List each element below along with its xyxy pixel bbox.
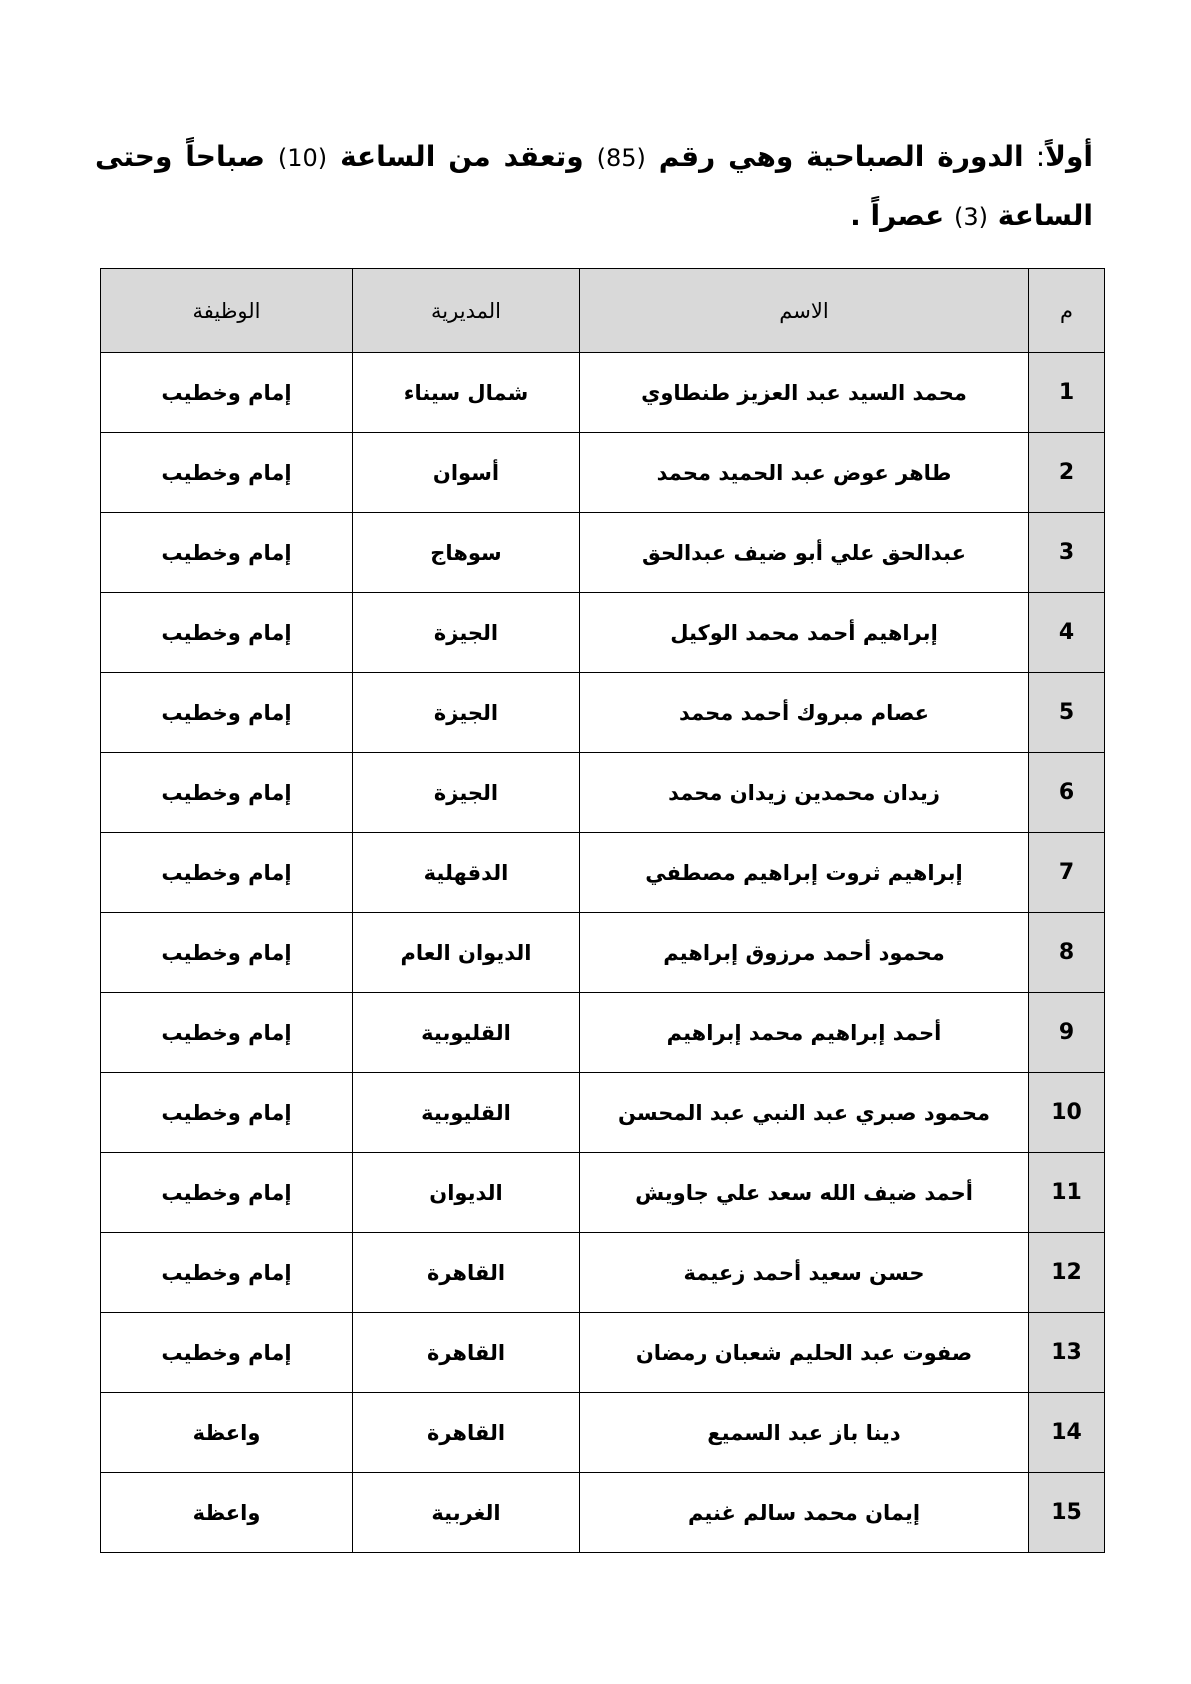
header-index: م bbox=[1029, 269, 1105, 353]
header-job: الوظيفة bbox=[101, 269, 353, 353]
table-row bbox=[101, 1073, 1105, 1153]
cell-index: 10 bbox=[1029, 1073, 1105, 1153]
cell-directorate: شمال سيناء bbox=[353, 353, 580, 433]
heading-part1: الدورة الصباحية وهي رقم bbox=[658, 140, 1024, 173]
cell-job: إمام وخطيب bbox=[101, 1313, 353, 1393]
cell-name: عبدالحق علي أبو ضيف عبدالحق bbox=[580, 513, 1029, 593]
cell-directorate: الجيزة bbox=[353, 753, 580, 833]
cell-index: 2 bbox=[1029, 433, 1105, 513]
heading-part4: عصراً . bbox=[850, 199, 945, 232]
cell-job: واعظة bbox=[101, 1473, 353, 1553]
cell-index: 13 bbox=[1029, 1313, 1105, 1393]
table-body bbox=[101, 353, 1105, 1553]
table-row bbox=[101, 753, 1105, 833]
cell-directorate: القليوبية bbox=[353, 993, 580, 1073]
table-row bbox=[101, 513, 1105, 593]
cell-job: إمام وخطيب bbox=[101, 1073, 353, 1153]
table-row bbox=[101, 833, 1105, 913]
cell-index: 11 bbox=[1029, 1153, 1105, 1233]
participants-table bbox=[100, 268, 1105, 1553]
table-row bbox=[101, 433, 1105, 513]
cell-name: حسن سعيد أحمد زعيمة bbox=[580, 1233, 1029, 1313]
table-row bbox=[101, 913, 1105, 993]
header-directorate: المديرية bbox=[353, 269, 580, 353]
cell-index: 4 bbox=[1029, 593, 1105, 673]
cell-index: 3 bbox=[1029, 513, 1105, 593]
cell-index: 7 bbox=[1029, 833, 1105, 913]
table-row bbox=[101, 1153, 1105, 1233]
cell-directorate: القليوبية bbox=[353, 1073, 580, 1153]
cell-job: إمام وخطيب bbox=[101, 513, 353, 593]
cell-index: 12 bbox=[1029, 1233, 1105, 1313]
cell-job: إمام وخطيب bbox=[101, 1153, 353, 1233]
cell-directorate: الديوان bbox=[353, 1153, 580, 1233]
cell-directorate: القاهرة bbox=[353, 1393, 580, 1473]
cell-job: إمام وخطيب bbox=[101, 753, 353, 833]
table-row bbox=[101, 1473, 1105, 1553]
heading-label: أولاً bbox=[1045, 140, 1093, 173]
cell-name: إبراهيم أحمد محمد الوكيل bbox=[580, 593, 1029, 673]
cell-directorate: الغربية bbox=[353, 1473, 580, 1553]
cell-directorate: الجيزة bbox=[353, 673, 580, 753]
cell-index: 8 bbox=[1029, 913, 1105, 993]
cell-name: عصام مبروك أحمد محمد bbox=[580, 673, 1029, 753]
cell-job: إمام وخطيب bbox=[101, 993, 353, 1073]
cell-name: محمد السيد عبد العزيز طنطاوي bbox=[580, 353, 1029, 433]
cell-job: إمام وخطيب bbox=[101, 593, 353, 673]
cell-name: محمود أحمد مرزوق إبراهيم bbox=[580, 913, 1029, 993]
table-row bbox=[101, 353, 1105, 433]
cell-name: زيدان محمدين زيدان محمد bbox=[580, 753, 1029, 833]
cell-job: إمام وخطيب bbox=[101, 913, 353, 993]
cell-directorate: الجيزة bbox=[353, 593, 580, 673]
cell-job: إمام وخطيب bbox=[101, 673, 353, 753]
table-row bbox=[101, 593, 1105, 673]
cell-directorate: أسوان bbox=[353, 433, 580, 513]
cell-index: 5 bbox=[1029, 673, 1105, 753]
cell-directorate: القاهرة bbox=[353, 1313, 580, 1393]
table-row bbox=[101, 1313, 1105, 1393]
end-hour: (3) bbox=[953, 203, 989, 231]
cell-job: إمام وخطيب bbox=[101, 1233, 353, 1313]
table-row bbox=[101, 673, 1105, 753]
cell-directorate: سوهاج bbox=[353, 513, 580, 593]
cell-index: 9 bbox=[1029, 993, 1105, 1073]
course-number: (85) bbox=[596, 144, 646, 172]
heading-part2: وتعقد من الساعة bbox=[340, 140, 584, 173]
cell-index: 15 bbox=[1029, 1473, 1105, 1553]
cell-index: 1 bbox=[1029, 353, 1105, 433]
heading-part3: صباحاً وحتى الساعة bbox=[95, 140, 1093, 232]
table-row bbox=[101, 1393, 1105, 1473]
cell-job: واعظة bbox=[101, 1393, 353, 1473]
cell-name: أحمد ضيف الله سعد علي جاويش bbox=[580, 1153, 1029, 1233]
start-hour: (10) bbox=[277, 144, 328, 172]
cell-name: صفوت عبد الحليم شعبان رمضان bbox=[580, 1313, 1029, 1393]
cell-name: إبراهيم ثروت إبراهيم مصطفي bbox=[580, 833, 1029, 913]
cell-directorate: الديوان العام bbox=[353, 913, 580, 993]
cell-name: محمود صبري عبد النبي عبد المحسن bbox=[580, 1073, 1029, 1153]
header-name: الاسم bbox=[580, 269, 1029, 353]
table-header-row bbox=[101, 269, 1105, 353]
cell-job: إمام وخطيب bbox=[101, 433, 353, 513]
section-heading: أولاً: الدورة الصباحية وهي رقم (85) وتعقد من الساعة (10) صباحاً وحتى الساعة (3) عصراً . bbox=[95, 140, 1093, 232]
cell-job: إمام وخطيب bbox=[101, 833, 353, 913]
cell-directorate: القاهرة bbox=[353, 1233, 580, 1313]
cell-name: دينا باز عبد السميع bbox=[580, 1393, 1029, 1473]
table-row bbox=[101, 1233, 1105, 1313]
cell-name: أحمد إبراهيم محمد إبراهيم bbox=[580, 993, 1029, 1073]
cell-job: إمام وخطيب bbox=[101, 353, 353, 433]
cell-index: 6 bbox=[1029, 753, 1105, 833]
cell-index: 14 bbox=[1029, 1393, 1105, 1473]
cell-name: طاهر عوض عبد الحميد محمد bbox=[580, 433, 1029, 513]
cell-name: إيمان محمد سالم غنيم bbox=[580, 1473, 1029, 1553]
table-row bbox=[101, 993, 1105, 1073]
cell-directorate: الدقهلية bbox=[353, 833, 580, 913]
